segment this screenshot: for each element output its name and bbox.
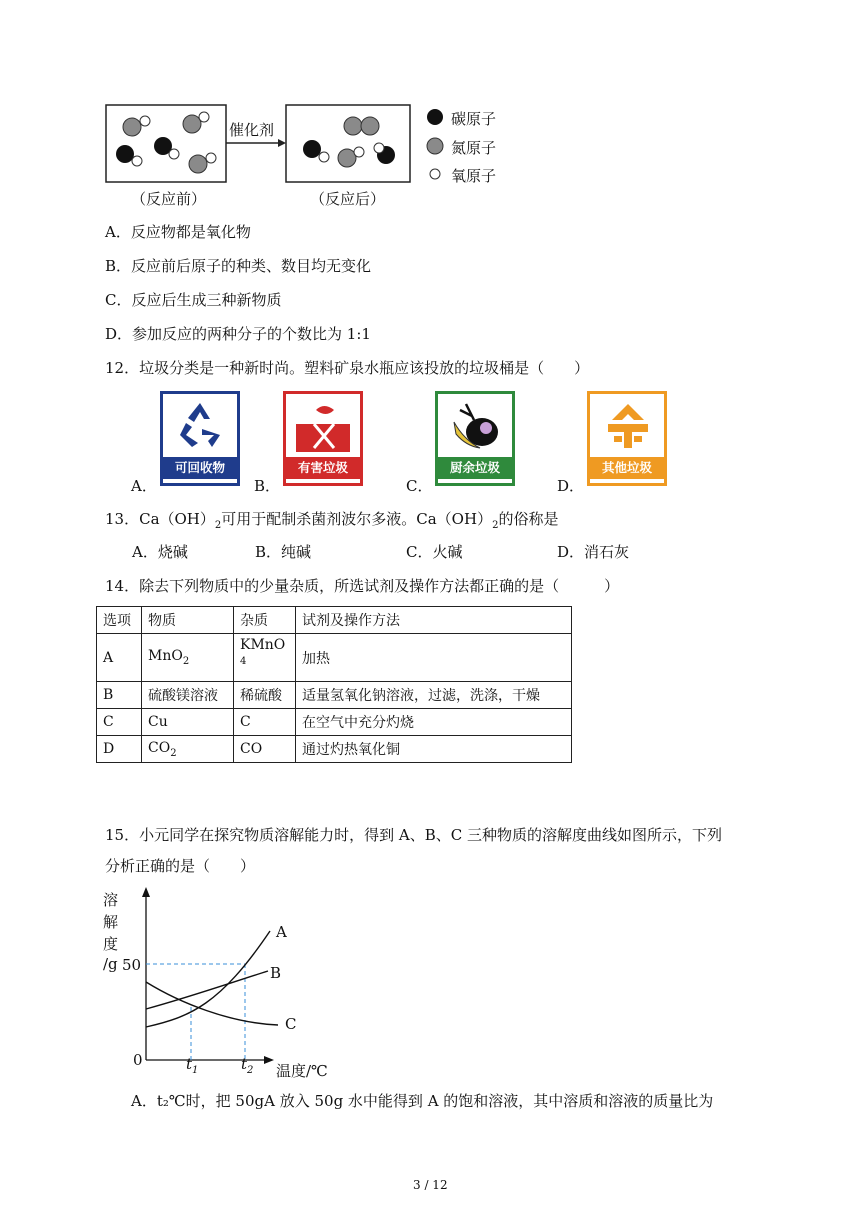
curve-c-label: C (285, 1015, 297, 1033)
table-cell: B (97, 682, 142, 709)
q13-option-c: C．火碱 (406, 543, 463, 561)
hazardous-bin (283, 391, 363, 486)
food-waste-icon (446, 398, 506, 456)
other-waste-icon (604, 402, 652, 452)
table-cell: D (97, 736, 142, 763)
solubility-chart (110, 885, 320, 1070)
legend-oxygen: 氧原子 (451, 167, 497, 185)
q14-table (96, 606, 572, 763)
recyclable-bin (160, 391, 240, 486)
table-row (97, 682, 572, 709)
x-axis-label: 温度/℃ (276, 1062, 328, 1080)
q13-option-a: A．烧碱 (132, 543, 188, 561)
q12-stem: 12．垃圾分类是一种新时尚。塑料矿泉水瓶应该投放的垃圾桶是（ ） (105, 359, 590, 377)
origin-label: 0 (133, 1051, 143, 1069)
y-axis-label-1: 溶 (103, 891, 119, 909)
table-cell: MnO$_2$ (142, 634, 234, 682)
t2-label: $t_2$ (241, 1055, 254, 1076)
q13-stem-a: 13．Ca（OH） (105, 510, 215, 528)
table-row (97, 709, 572, 736)
bin-label: 厨余垃圾 (438, 457, 512, 479)
before-caption: （反应前） (131, 190, 207, 208)
q13-stem-c: 的俗称是 (498, 510, 559, 528)
t1-label: $t_1$ (186, 1055, 199, 1076)
table-header-row (97, 607, 572, 634)
bin-label: 有害垃圾 (286, 457, 360, 479)
curve-b-label: B (270, 964, 282, 982)
q14-stem: 14．除去下列物质中的少量杂质，所选试剂及操作方法都正确的是（ ） (105, 577, 620, 595)
y-axis-label-2: 解 (103, 913, 119, 931)
q11-option-c: C．反应后生成三种新物质 (105, 291, 282, 309)
table-cell: 稀硫酸 (234, 682, 296, 709)
q13-sub: 2 (214, 520, 222, 531)
q15-stem-line2: 分析正确的是（ ） (105, 857, 256, 875)
table-cell: CO (234, 736, 296, 763)
bin-letter-c: C． (406, 477, 433, 495)
q11-option-a: A．反应物都是氧化物 (105, 223, 251, 241)
recycle-icon (174, 399, 226, 451)
legend-carbon: 碳原子 (451, 110, 497, 128)
q15-stem-line1: 15．小元同学在探究物质溶解能力时，得到 A、B、C 三种物质的溶解度曲线如图所示，下列 (105, 826, 722, 844)
table-row (97, 736, 572, 763)
q11-option-b: B．反应前后原子的种类、数目均无变化 (105, 257, 372, 275)
other-waste-bin (587, 391, 667, 486)
table-cell: 适量氢氧化钠溶液，过滤，洗涤，干燥 (296, 682, 572, 709)
y-tick-50: 50 (122, 956, 142, 974)
table-cell: 硫酸镁溶液 (142, 682, 234, 709)
q13-stem-b: 可用于配制杀菌剂波尔多液。Ca（OH） (221, 510, 493, 528)
after-caption: （反应后） (310, 190, 386, 208)
bin-label: 其他垃圾 (590, 457, 664, 479)
table-cell: C (97, 709, 142, 736)
curve-b (146, 971, 268, 1009)
header-cell: 杂质 (234, 607, 296, 634)
table-cell: C (234, 709, 296, 736)
table-cell: A (97, 634, 142, 682)
q11-option-d: D．参加反应的两种分子的个数比为 1:1 (105, 325, 371, 343)
y-axis-label-4: /g (103, 955, 118, 973)
table-cell: $CO_2$ (142, 736, 234, 763)
table-row (97, 634, 572, 682)
header-cell: 试剂及操作方法 (296, 607, 572, 634)
page-number: 3 / 12 (413, 1178, 448, 1192)
bin-letter-d: D． (557, 477, 585, 495)
bin-letter-b: B． (254, 477, 281, 495)
header-cell: 选项 (97, 607, 142, 634)
bin-letter-a: A． (131, 477, 157, 495)
q13-sub: 2 (492, 520, 499, 531)
legend-nitrogen: 氮原子 (451, 139, 497, 157)
q13-stem (105, 508, 558, 531)
header-cell: 物质 (142, 607, 234, 634)
catalyst-label: 催化剂 (229, 121, 275, 139)
table-cell: KMnO 4 (234, 634, 296, 682)
y-axis-label-3: 度 (103, 935, 119, 953)
table-cell: 在空气中充分灼烧 (296, 709, 572, 736)
curve-a (146, 931, 270, 1027)
q13-option-d: D．消石灰 (557, 543, 630, 561)
q13-option-b: B．纯碱 (255, 543, 312, 561)
hazard-icon (294, 400, 352, 454)
table-cell: 通过灼热氧化铜 (296, 736, 572, 763)
table-cell: Cu (142, 709, 234, 736)
table-cell: 加热 (296, 634, 572, 682)
bin-label: 可回收物 (163, 457, 237, 479)
curve-a-label: A (276, 923, 287, 941)
q15-option-a: A．t₂℃时，把 50gA 放入 50g 水中能得到 A 的饱和溶液，其中溶质和溶液的质量比为 (131, 1092, 714, 1110)
kitchen-waste-bin (435, 391, 515, 486)
